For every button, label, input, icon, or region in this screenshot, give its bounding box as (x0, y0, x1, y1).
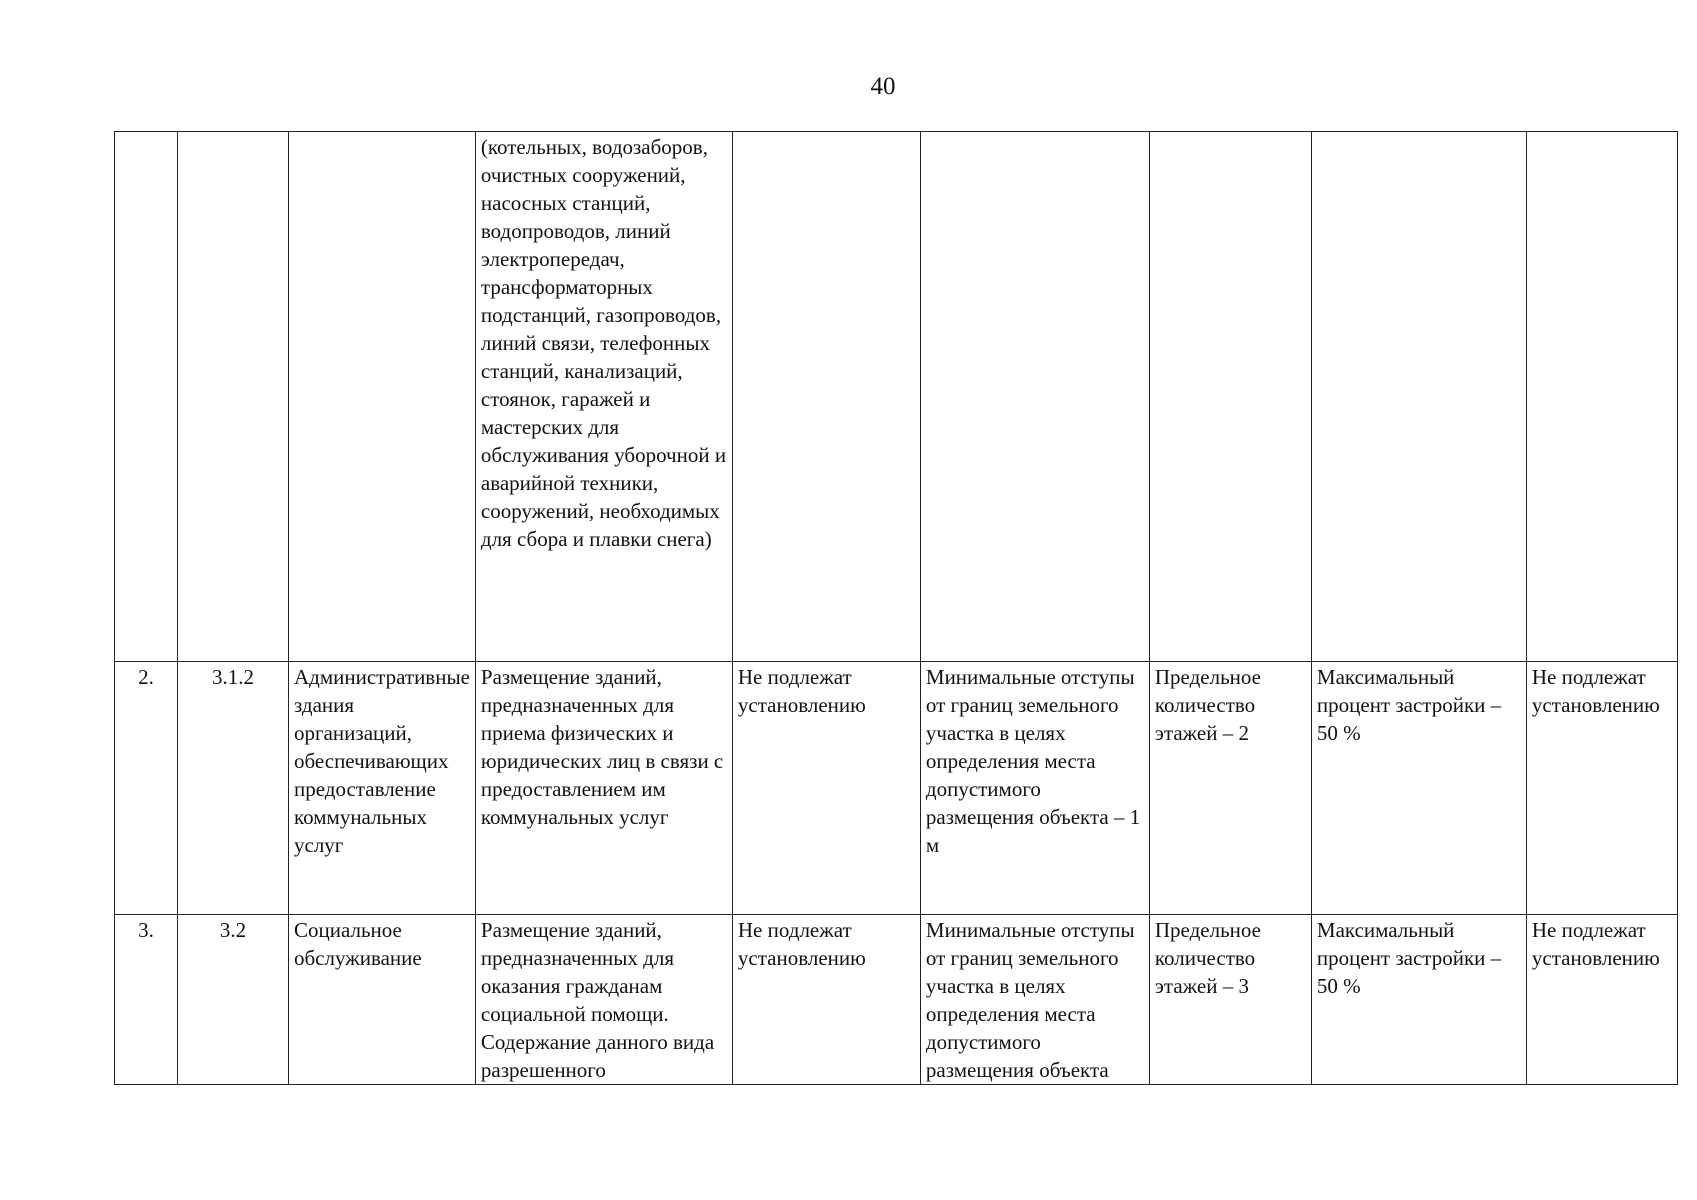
cell-parameter-6: Минимальные отступы от границ земельного участка в целях определения места допустимого размещения объекта (920, 915, 1149, 1085)
cell-parameter-7 (1149, 132, 1311, 662)
cell-number: 2. (115, 662, 178, 915)
zoning-table (114, 131, 1678, 1085)
cell-parameter-7: Предельное количество этажей – 3 (1149, 915, 1311, 1085)
table-row (115, 662, 1678, 915)
cell-code: 3.1.2 (178, 662, 289, 915)
cell-parameter-9 (1526, 132, 1677, 662)
cell-code: 3.2 (178, 915, 289, 1085)
page-number: 40 (870, 73, 896, 100)
cell-parameter-8: Максимальный процент застройки – 50 % (1311, 915, 1526, 1085)
cell-use-name: Административные здания организаций, обеспечивающих предоставление коммунальных услуг (289, 662, 476, 915)
cell-parameter-5: Не подлежат установлению (732, 662, 920, 915)
cell-parameter-9: Не подлежат установлению (1526, 915, 1677, 1085)
cell-use-description: Размещение зданий, предназначенных для приема физических и юридических лиц в связи с предоставлением им коммунальных услуг (475, 662, 732, 915)
cell-parameter-5: Не подлежат установлению (732, 915, 920, 1085)
cell-use-description: (котельных, водозаборов, очистных сооружений, насосных станций, водопроводов, линий электропередач, трансформаторных подстанций, газопроводов, линий связи, телефонных станций, канализаций, стоянок, гаражей и мастерских для обслуживания уборочной и аварийной техники, сооружений, необходимых для сбора и плавки снега) (475, 132, 732, 662)
cell-parameter-9: Не подлежат установлению (1526, 662, 1677, 915)
cell-number (115, 132, 178, 662)
cell-parameter-6: Минимальные отступы от границ земельного участка в целях определения места допустимого размещения объекта – 1 м (920, 662, 1149, 915)
table-row (115, 915, 1678, 1085)
cell-parameter-8: Максимальный процент застройки – 50 % (1311, 662, 1526, 915)
cell-number: 3. (115, 915, 178, 1085)
cell-use-name: Социальное обслуживание (289, 915, 476, 1085)
cell-parameter-5 (732, 132, 920, 662)
cell-parameter-8 (1311, 132, 1526, 662)
cell-use-description: Размещение зданий, предназначенных для оказания гражданам социальной помощи. Содержание данного вида разрешенного (475, 915, 732, 1085)
cell-use-name (289, 132, 476, 662)
cell-parameter-6 (920, 132, 1149, 662)
cell-code (178, 132, 289, 662)
cell-parameter-7: Предельное количество этажей – 2 (1149, 662, 1311, 915)
table-row-continuation (115, 132, 1678, 662)
